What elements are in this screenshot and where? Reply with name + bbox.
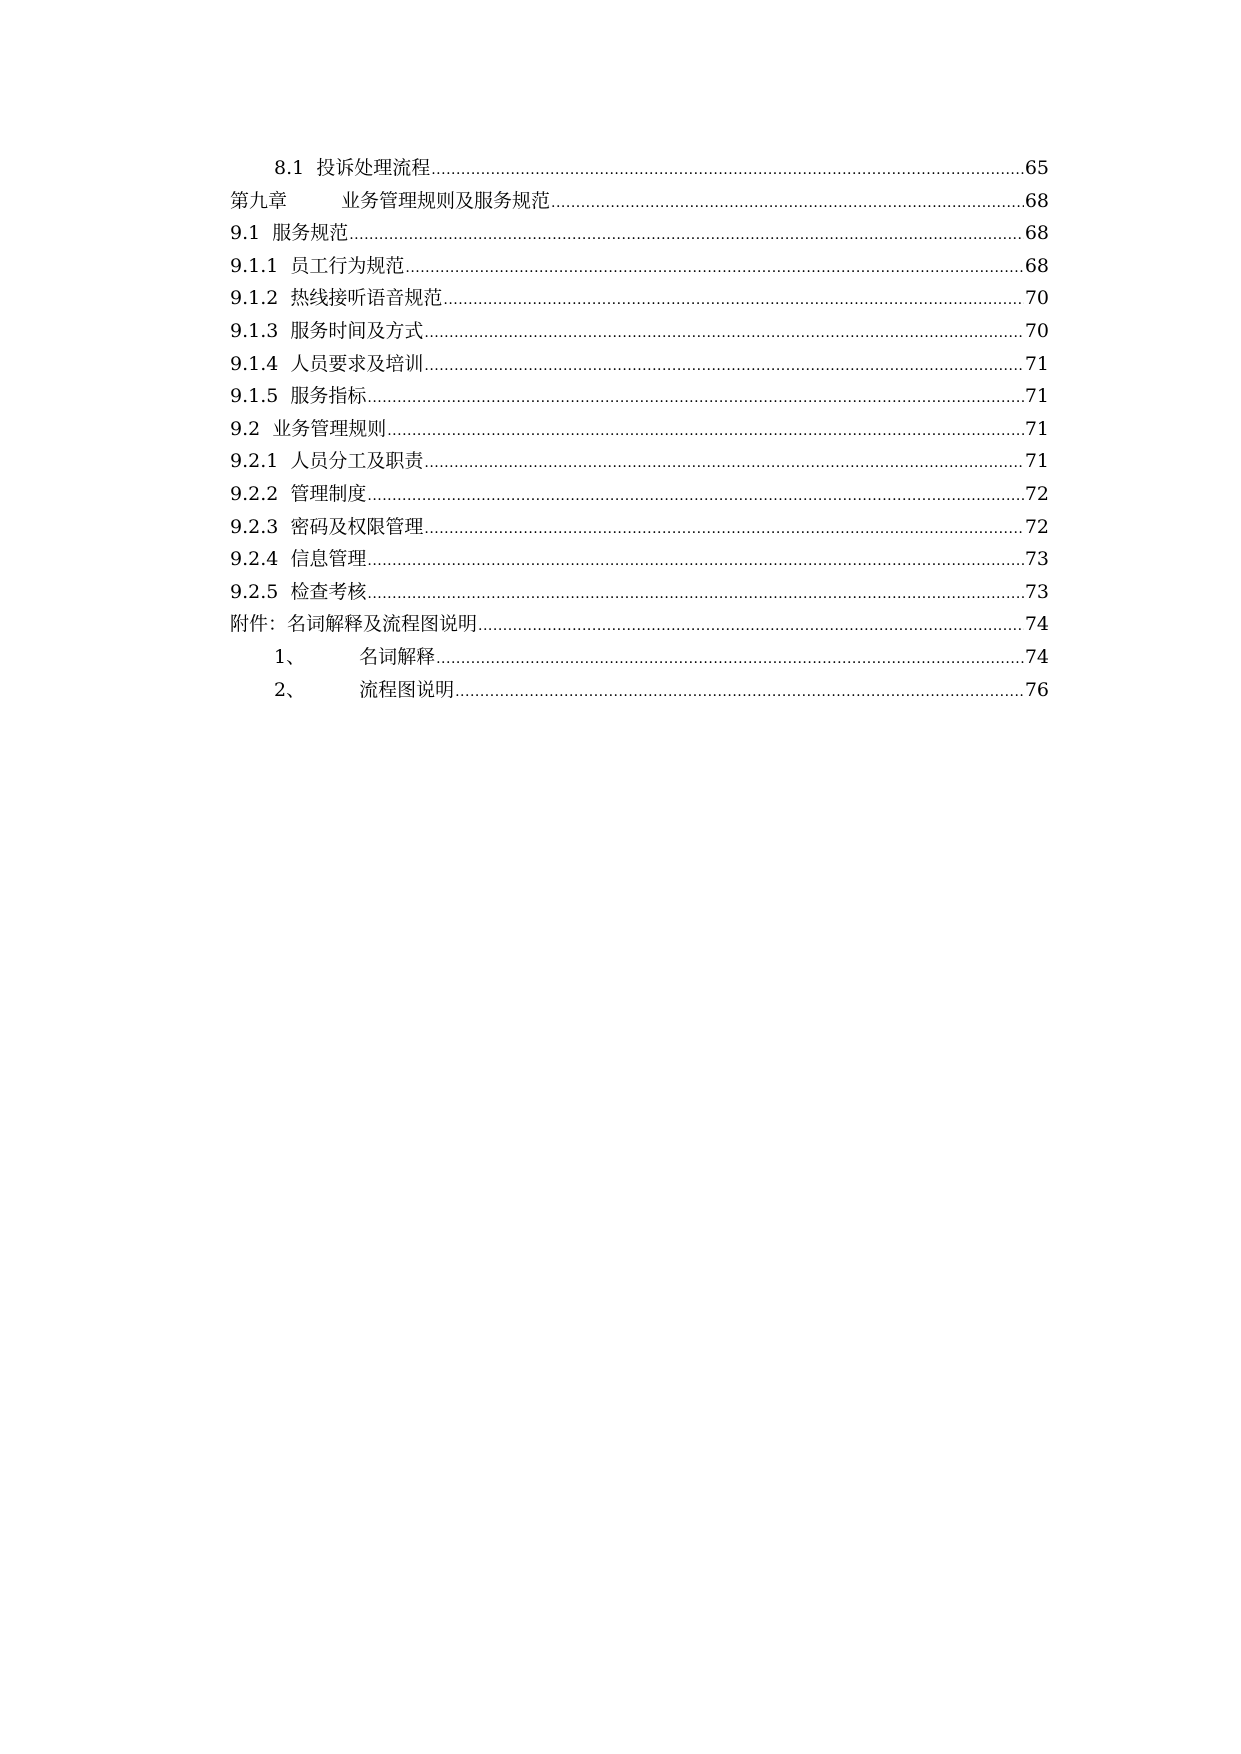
- toc-entry-number: 9.2.4: [230, 548, 279, 571]
- toc-entry[interactable]: [230, 185, 1049, 218]
- toc-entry-label: [230, 315, 423, 348]
- toc-entry[interactable]: [230, 250, 1049, 283]
- toc-entry[interactable]: [230, 576, 1049, 609]
- toc-entry-number: 9.2.1: [230, 450, 279, 473]
- toc-entry-title: 人员要求及培训: [290, 352, 424, 375]
- toc-entry-number: 1、: [274, 645, 306, 668]
- toc-page-number: 68: [1024, 189, 1049, 212]
- toc-entry-number: 9.1.5: [230, 385, 279, 408]
- toc-entry-number: 2、: [274, 678, 306, 701]
- toc-entry-label: [230, 511, 423, 544]
- toc-entry-label: [230, 380, 366, 413]
- toc-page-number: 65: [1024, 157, 1049, 179]
- toc-entry-label: [230, 478, 366, 511]
- toc-entry-label: [274, 641, 435, 674]
- toc-entry-label: [274, 152, 430, 185]
- toc-page-number: 70: [1024, 319, 1049, 342]
- toc-entry-number: 9.2.3: [230, 515, 279, 538]
- toc-page-number: 71: [1024, 417, 1049, 440]
- toc-page-number: 72: [1024, 515, 1049, 538]
- toc-entry-label: [230, 185, 550, 218]
- toc-entry[interactable]: [230, 380, 1049, 413]
- toc-entry[interactable]: [230, 282, 1049, 315]
- toc-dot-leader: [436, 643, 1024, 676]
- toc-page-number: 71: [1024, 450, 1049, 473]
- toc-page-number: 70: [1024, 287, 1049, 310]
- toc-entry-title: 员工行为规范: [290, 254, 405, 277]
- toc-entry-title: 投诉处理流程: [316, 157, 431, 179]
- toc-entry-number: 9.2.2: [230, 482, 279, 505]
- toc-entry-title: 信息管理: [290, 548, 367, 571]
- toc-entry[interactable]: [230, 641, 1049, 674]
- toc-entry-title: 热线接听语音规范: [290, 287, 443, 310]
- toc-entry[interactable]: [230, 608, 1049, 641]
- toc-dot-leader: [424, 513, 1023, 546]
- toc-entry-number: 9.1.1: [230, 254, 279, 277]
- toc-entry[interactable]: [230, 445, 1049, 478]
- toc-dot-leader: [424, 350, 1023, 383]
- toc-entry-label: [230, 576, 366, 609]
- toc-page-number: 74: [1024, 613, 1049, 636]
- toc-entry-number: 9.1.4: [230, 352, 279, 375]
- toc-entry-label: [274, 674, 454, 707]
- toc-dot-leader: [367, 545, 1023, 578]
- toc-dot-leader: [405, 252, 1023, 285]
- toc-entry[interactable]: [230, 413, 1049, 446]
- toc-entry-title: 业务管理规则及服务规范: [341, 189, 551, 212]
- toc-entry-title: 名词解释: [359, 645, 436, 668]
- toc-entry-title: 业务管理规则: [272, 417, 387, 440]
- toc-dot-leader: [424, 447, 1023, 480]
- toc-entry-label: [230, 445, 423, 478]
- toc-dot-leader: [424, 317, 1023, 350]
- toc-page-number: 68: [1024, 254, 1049, 277]
- toc-entry[interactable]: [230, 348, 1049, 381]
- toc-page-number: 68: [1024, 222, 1049, 245]
- toc-entry-label: [230, 250, 404, 283]
- toc-entry-number: 9.1: [230, 222, 261, 245]
- toc-dot-leader: [367, 578, 1023, 611]
- toc-entry-title: 密码及权限管理: [290, 515, 424, 538]
- toc-dot-leader: [443, 284, 1023, 317]
- toc-entry-title: 检查考核: [290, 580, 367, 603]
- toc-dot-leader: [387, 415, 1024, 448]
- toc-entry-title: 服务时间及方式: [290, 319, 424, 342]
- toc-page-number: 73: [1024, 580, 1049, 603]
- toc-entry-title: 人员分工及职责: [290, 450, 424, 473]
- toc-entry-label: [230, 348, 423, 381]
- toc-entry-label: [230, 608, 477, 641]
- toc-page-number: 72: [1024, 482, 1049, 505]
- toc-entry-title: 服务指标: [290, 385, 367, 408]
- table-of-contents: [230, 152, 1049, 706]
- toc-entry[interactable]: [230, 543, 1049, 576]
- toc-entry[interactable]: [230, 217, 1049, 250]
- toc-entry[interactable]: [230, 478, 1049, 511]
- toc-entry[interactable]: [230, 315, 1049, 348]
- toc-entry-title: 管理制度: [290, 482, 367, 505]
- toc-dot-leader: [367, 382, 1023, 415]
- toc-entry-label: [230, 413, 386, 446]
- toc-entry-title: 服务规范: [272, 222, 349, 245]
- toc-page-number: 74: [1024, 645, 1049, 668]
- toc-page-number: 76: [1024, 678, 1049, 701]
- toc-entry[interactable]: [230, 511, 1049, 544]
- toc-page-number: 71: [1024, 385, 1049, 408]
- toc-page-number: 71: [1024, 352, 1049, 375]
- toc-entry-title: 名词解释及流程图说明: [287, 613, 478, 636]
- toc-entry-label: [230, 217, 348, 250]
- toc-page-number: 73: [1024, 548, 1049, 571]
- toc-entry-number: 9.2.5: [230, 580, 279, 603]
- toc-entry[interactable]: [230, 152, 1049, 185]
- toc-dot-leader: [551, 187, 1024, 220]
- toc-dot-leader: [367, 480, 1023, 513]
- toc-entry-number: 9.1.3: [230, 319, 279, 342]
- toc-dot-leader: [478, 610, 1024, 643]
- toc-dot-leader: [455, 676, 1024, 709]
- toc-dot-leader: [431, 154, 1024, 187]
- toc-dot-leader: [349, 219, 1024, 252]
- toc-entry-number: 9.2: [230, 417, 261, 440]
- toc-entry-label: [230, 282, 442, 315]
- toc-entry-number: 第九章: [230, 189, 288, 212]
- toc-entry-label: [230, 543, 366, 576]
- toc-entry-title: 流程图说明: [359, 678, 455, 701]
- toc-entry-number: 附件：: [230, 613, 288, 636]
- toc-entry-number: 9.1.2: [230, 287, 279, 310]
- toc-entry-number: 8.1: [274, 157, 305, 179]
- toc-entry[interactable]: [230, 674, 1049, 707]
